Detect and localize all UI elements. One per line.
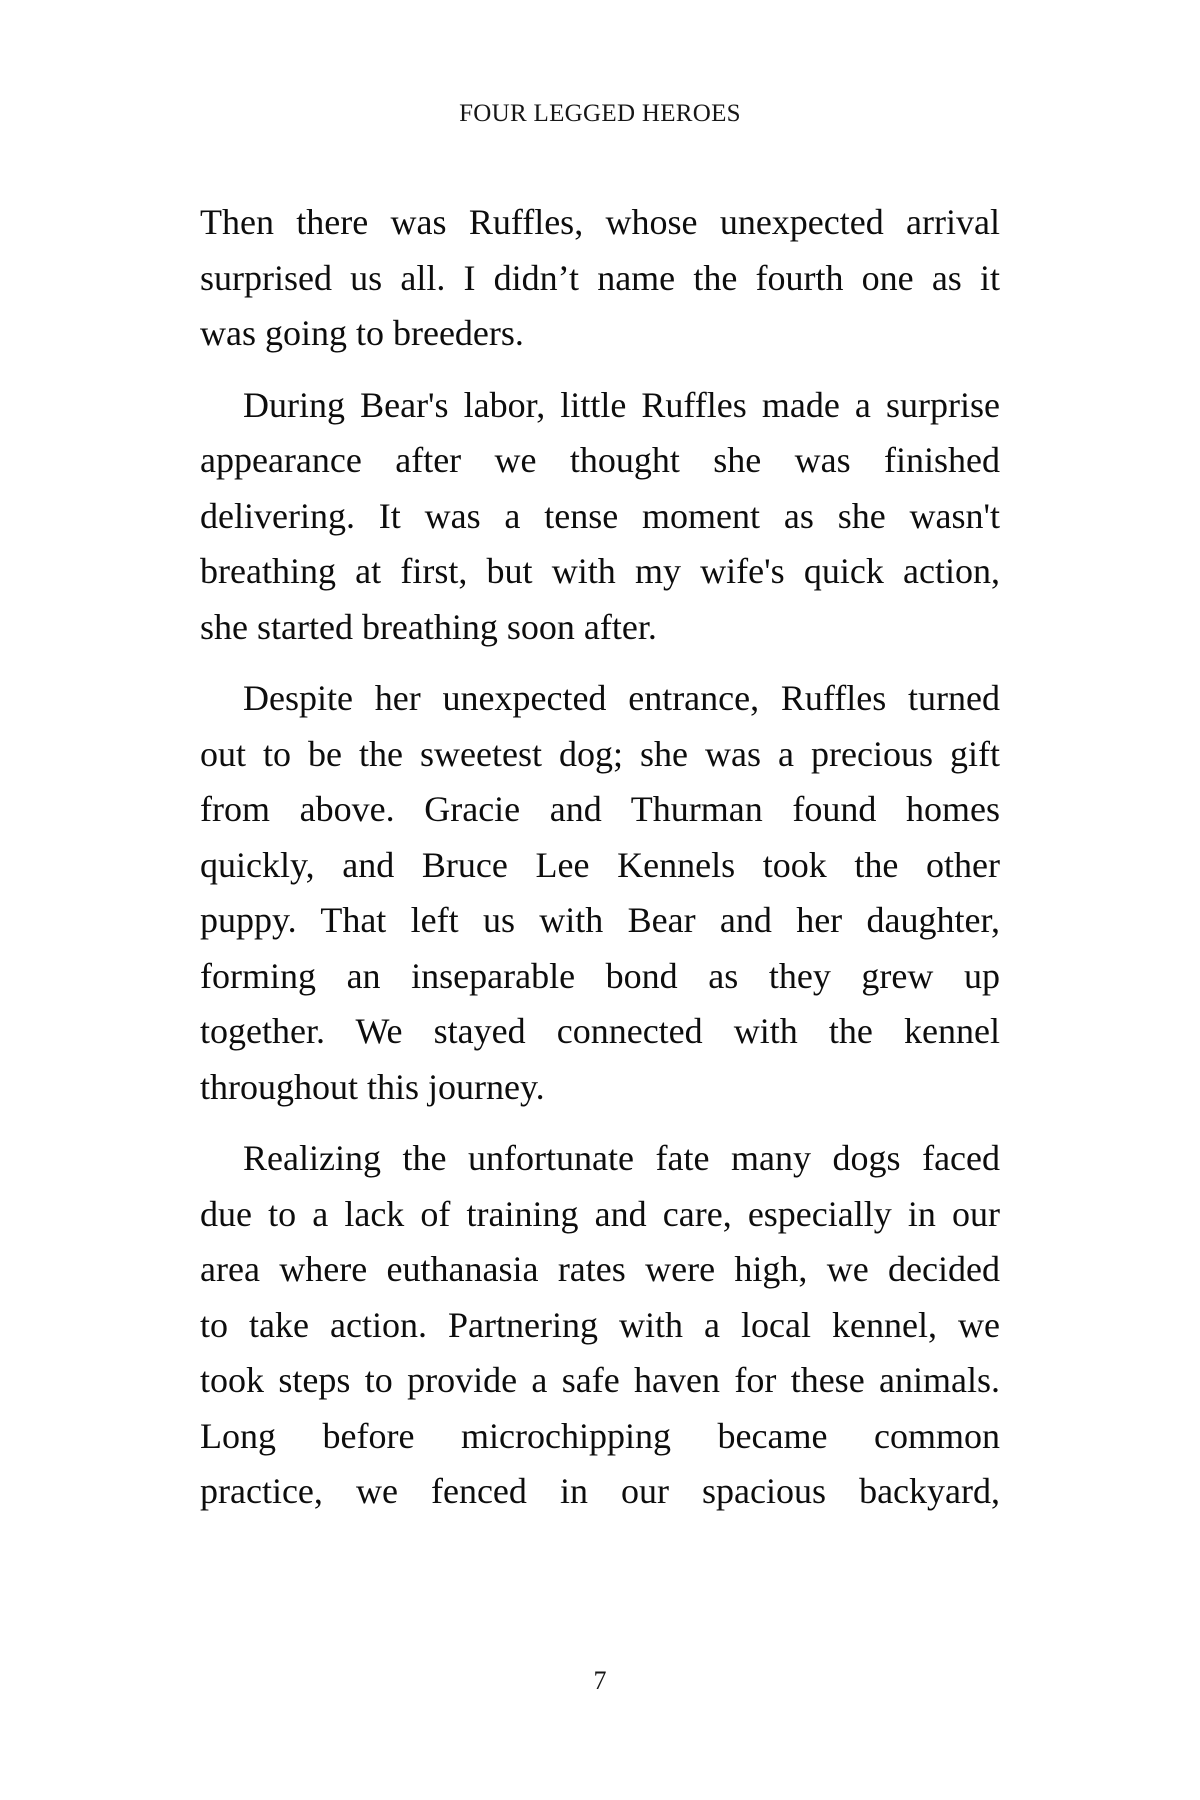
text-line: due to a lack of training and care, especially in our: [200, 1193, 1000, 1234]
text-line: she started breathing soon after.: [200, 606, 657, 647]
text-line: Realizing the unfortunate fate many dogs faced: [243, 1138, 1000, 1178]
text-line: quickly, and Bruce Lee Kennels took the other: [200, 844, 1000, 885]
text-line: together. We stayed connected with the kennel: [200, 1011, 1000, 1051]
paragraph: [200, 195, 1000, 362]
text-line: practice, we fenced in our spacious backyard,: [200, 1471, 1000, 1511]
body-text: [200, 195, 1000, 1536]
text-line: surprised us all. I didn’t name the fourth one as it: [200, 257, 1000, 298]
paragraph: [200, 378, 1000, 656]
text-line: took steps to provide a safe haven for these animals.: [200, 1360, 1000, 1400]
text-line: out to be the sweetest dog; she was a precious gift: [200, 733, 1000, 774]
text-line: throughout this journey.: [200, 1066, 545, 1107]
text-line: Long before microchipping became common: [200, 1415, 1000, 1456]
page-number: 7: [593, 1666, 607, 1695]
text-line: Despite her unexpected entrance, Ruffles turned: [243, 678, 1000, 718]
paragraph: [200, 1131, 1000, 1520]
text-line: During Bear's labor, little Ruffles made a surprise: [243, 384, 1000, 425]
text-line: puppy. That left us with Bear and her daughter,: [200, 900, 1000, 940]
text-line: appearance after we thought she was finished: [200, 440, 1000, 480]
text-line: forming an inseparable bond as they grew up: [200, 955, 1000, 996]
text-line: delivering. It was a tense moment as she wasn't: [200, 495, 1000, 536]
text-line: from above. Gracie and Thurman found homes: [200, 789, 1000, 829]
text-line: to take action. Partnering with a local kennel, we: [200, 1304, 1000, 1345]
running-header: FOUR LEGGED HEROES: [459, 100, 741, 127]
text-line: area where euthanasia rates were high, we decided: [200, 1249, 1000, 1289]
text-line: Then there was Ruffles, whose unexpected arrival: [200, 202, 1000, 242]
text-line: was going to breeders.: [200, 313, 524, 353]
paragraph: [200, 671, 1000, 1115]
text-line: breathing at first, but with my wife's quick action,: [200, 551, 1000, 591]
